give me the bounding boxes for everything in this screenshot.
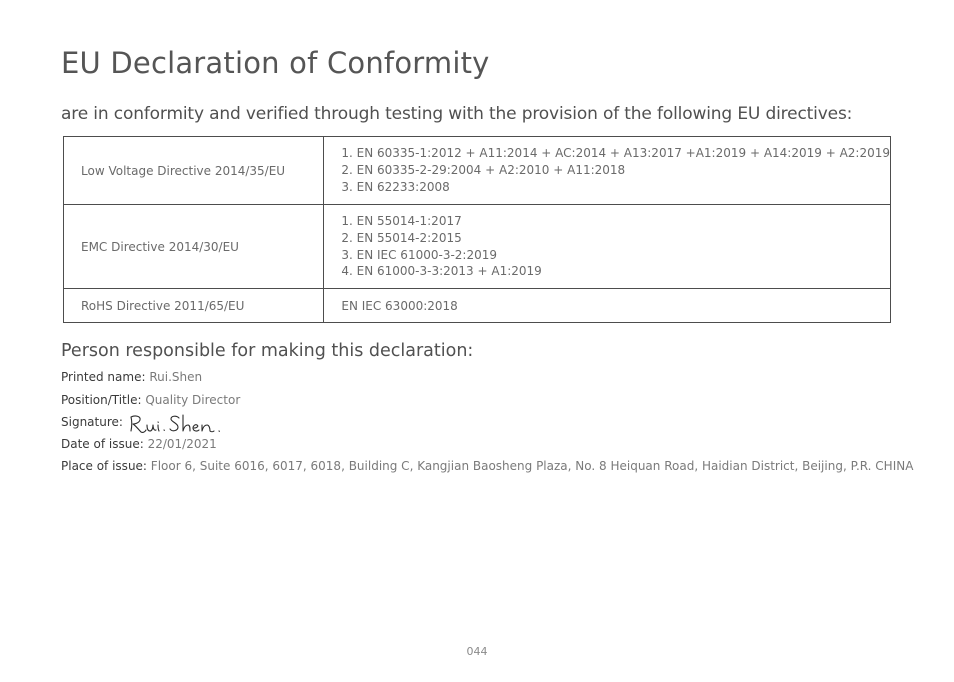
standard-item: 1. EN 55014-1:2017 — [341, 214, 462, 229]
position-value: Quality Director — [145, 393, 241, 407]
directive-standards: EN IEC 63000:2018 — [324, 289, 891, 323]
printed-name-label: Printed name: — [61, 370, 146, 384]
printed-name-line — [61, 370, 202, 384]
date-value: 22/01/2021 — [147, 437, 217, 451]
responsible-heading: Person responsible for making this declaration: — [61, 341, 474, 361]
position-label: Position/Title: — [61, 393, 142, 407]
place-value: Floor 6, Suite 6016, 6017, 6018, Building C, Kangjian Baosheng Plaza, No. 8 Heiquan Road, Haidian District, Beijing, P.R. CHINA — [150, 459, 914, 473]
signature-label: Signature: — [61, 415, 123, 429]
directive-standards — [324, 137, 891, 205]
printed-name-value: Rui.Shen — [149, 370, 203, 384]
directive-name: EMC Directive 2014/30/EU — [64, 205, 324, 289]
page-title: EU Declaration of Conformity — [61, 46, 490, 80]
handwritten-signature — [127, 413, 227, 435]
standard-item: 1. EN 60335-1:2012 + A11:2014 + AC:2014 + A13:2017 +A1:2019 + A14:2019 + A2:2019 — [341, 146, 890, 161]
page-number: 044 — [466, 645, 488, 658]
position-line — [61, 393, 240, 407]
standard-item: 3. EN 62233:2008 — [341, 179, 450, 194]
directive-name: RoHS Directive 2011/65/EU — [64, 289, 324, 323]
date-label: Date of issue: — [61, 437, 144, 451]
standards-list — [341, 213, 890, 280]
signature-line — [61, 415, 123, 429]
standard-item: 4. EN 61000-3-3:2013 + A1:2019 — [341, 264, 542, 279]
intro-text: are in conformity and verified through testing with the provision of the following EU directives: — [61, 104, 853, 124]
table-row — [64, 289, 891, 323]
standards-list — [341, 145, 890, 195]
place-line — [61, 459, 913, 473]
place-label: Place of issue: — [61, 459, 147, 473]
standard-item: 2. EN 55014-2:2015 — [341, 230, 462, 245]
directive-standards — [324, 205, 891, 289]
standard-item: 3. EN IEC 61000-3-2:2019 — [341, 247, 497, 262]
table-row — [64, 205, 891, 289]
directives-table — [63, 136, 891, 323]
standard-item: 2. EN 60335-2-29:2004 + A2:2010 + A11:2018 — [341, 163, 626, 178]
table-row — [64, 137, 891, 205]
directive-name: Low Voltage Directive 2014/35/EU — [64, 137, 324, 205]
date-line — [61, 437, 217, 451]
